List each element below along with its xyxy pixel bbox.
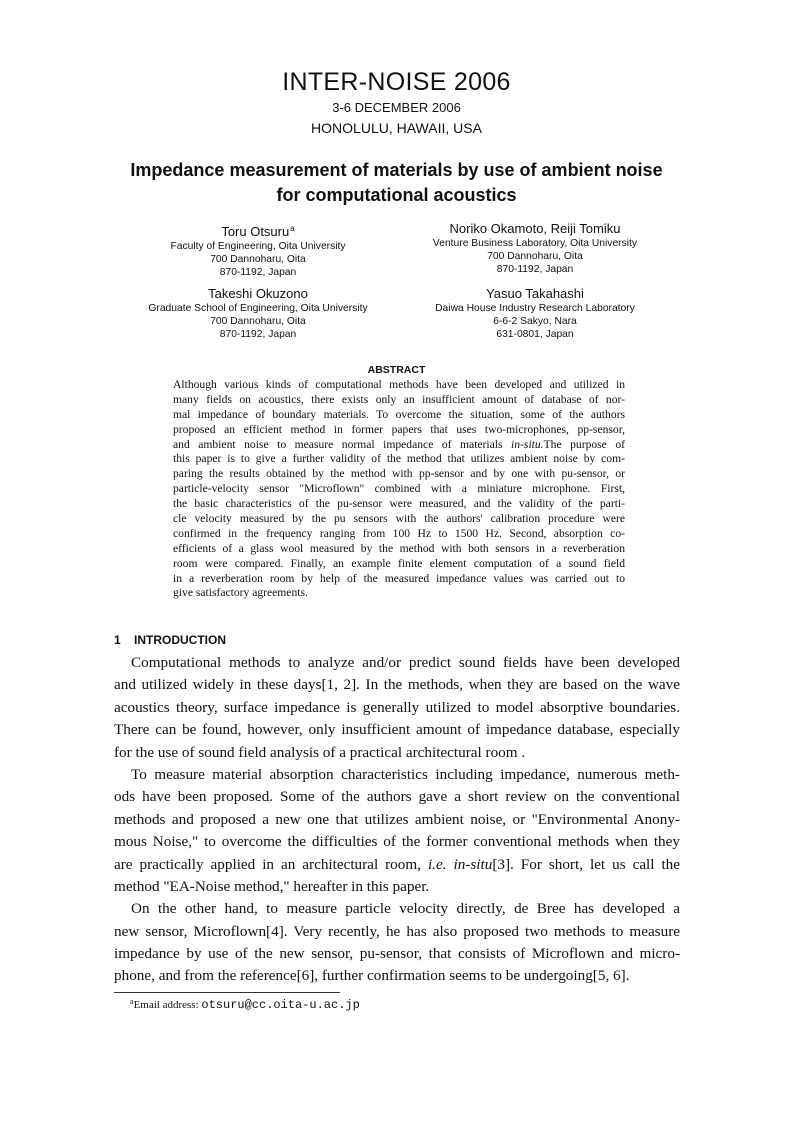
author-postal: 870-1192, Japan [219,329,297,340]
body-line: acoustics theory, surface impedance is generally utilized to model absorptive boundaries. [114,698,680,716]
abstract-line: paring the results obtained by the method with pp-sensor and by one with pu-sensor, or [173,467,625,481]
abstract-line: Although various kinds of computational methods have been developed and utilized in [173,378,625,391]
abstract-line: and ambient noise to measure normal impedance of materials in-situ.The purpose of [173,437,625,451]
paper-title-line-2: for computational acoustics [276,185,517,205]
abstract-heading: ABSTRACT [367,364,426,376]
body-line: mous Noise," to overcome the difficulties of the former conventional methods when they [114,833,680,851]
body-line: To measure material absorption characteristics including impedance, numerous meth- [131,765,680,783]
section-number: 1 [114,633,121,647]
abstract-body [173,378,625,601]
abstract-line: room were compared. Finally, an example finite element computation of a sound field [173,556,625,570]
body-line: method "EA-Noise method," hereafter in this paper. [114,877,430,895]
section-title: INTRODUCTION [134,633,226,647]
section-heading [114,633,226,647]
body-line: On the other hand, to measure particle velocity directly, de Bree has developed a [131,900,680,918]
abstract-line: cle velocity measured by the pu sensors with the authors' calibration procedure were [173,512,625,526]
body-line: There can be found, however, only insufficient amount of impedance database, especially [114,721,680,739]
conference-title: INTER-NOISE 2006 [282,68,511,96]
abstract-line: give satisfactory agreements. [173,586,308,600]
abstract-line: particle-velocity sensor "Microflown" combined with a miniature microphone. First, [173,482,625,496]
body-line: and utilized widely in these days[1, 2]. In the methods, when they are based on the wave [114,676,680,694]
paper-title-line-1: Impedance measurement of materials by use of ambient noise [130,160,663,180]
body-line: phone, and from the reference[6], further confirmation seems to be undergoing[5, 6]. [114,967,630,985]
paper-title [100,158,693,208]
author-address: 6-6-2 Sakyo, Nara [493,316,577,327]
author-name: Takeshi Okuzono [208,286,308,301]
author-postal: 631-0801, Japan [496,329,574,340]
footnote-label: Email address: [133,999,199,1011]
abstract-line: the basic characteristics of the pu-sensor were measured, and the validity of the parti- [173,497,625,511]
abstract-line: this paper is to give a further validity of the method that utilizes ambient noise by com- [173,452,625,466]
abstract-line: many fields on acoustics, there exists only an insufficient amount of database of nor- [173,392,625,406]
author-postal: 870-1192, Japan [219,267,297,278]
conference-location: HONOLULU, HAWAII, USA [311,120,482,136]
body-line: ods have been proposed. Some of the authors gave a short review on the conventional [114,788,680,806]
author-address: 700 Dannoharu, Oita [210,316,306,327]
author-name: Noriko Okamoto, Reiji Tomiku [449,221,621,236]
body-line: new sensor, Microflown[4]. Very recently, he has also proposed two methods to measure [114,922,680,940]
conference-date: 3-6 DECEMBER 2006 [332,100,461,115]
abstract-line: in a reverberation room by help of the measured impedance values was carried out to [173,571,625,585]
body-line: methods and proposed a new one that utilizes ambient noise, or "Environmental Anony- [114,810,680,828]
author-footnote-mark: a [290,224,295,233]
abstract-line: mal impedance of boundary materials. To overcome the situation, some of the authors [173,407,625,421]
author-block-okamoto-tomiku [385,220,685,276]
author-block-takahashi [385,285,685,341]
abstract-line: proposed an efficient method in former papers that uses two-microphones, pp-sensor, [173,422,625,436]
footnote-email: otsuru@cc.oita-u.ac.jp [201,998,360,1012]
abstract-line: confirmed in the frequency ranging from 100 Hz to 1500 Hz. Second, absorption co- [173,526,625,540]
author-block-okuzono [108,285,408,341]
body-line: Computational methods to analyze and/or predict sound fields have been developed [131,654,680,671]
author-block-otsuru [108,220,408,279]
body-line: are practically applied in an architectural room, i.e. in-situ[3]. For short, let us call the [114,855,681,873]
author-affiliation: Daiwa House Industry Research Laboratory [435,303,635,314]
introduction-body [114,652,680,988]
author-postal: 870-1192, Japan [496,264,574,275]
footnote-mark: a [130,997,134,1006]
author-address: 700 Dannoharu, Oita [210,254,306,265]
author-name: Yasuo Takahashi [486,286,584,301]
body-line: for the use of sound field analysis of a practical architectural room . [114,743,526,761]
author-address: 700 Dannoharu, Oita [487,251,583,262]
author-name: Toru Otsuru$^a$ [221,224,295,239]
footnote [130,997,360,1012]
abstract-line: efficients of a glass wool measured by the method with both sensors in a reverberation [173,541,625,555]
footnote-rule [114,992,340,993]
body-line: impedance by use of the new sensor, pu-sensor, that consists of Microflown and micro- [114,945,680,963]
author-affiliation: Faculty of Engineering, Oita University [170,241,346,252]
author-affiliation: Graduate School of Engineering, Oita University [148,303,368,314]
author-affiliation: Venture Business Laboratory, Oita University [432,238,638,249]
